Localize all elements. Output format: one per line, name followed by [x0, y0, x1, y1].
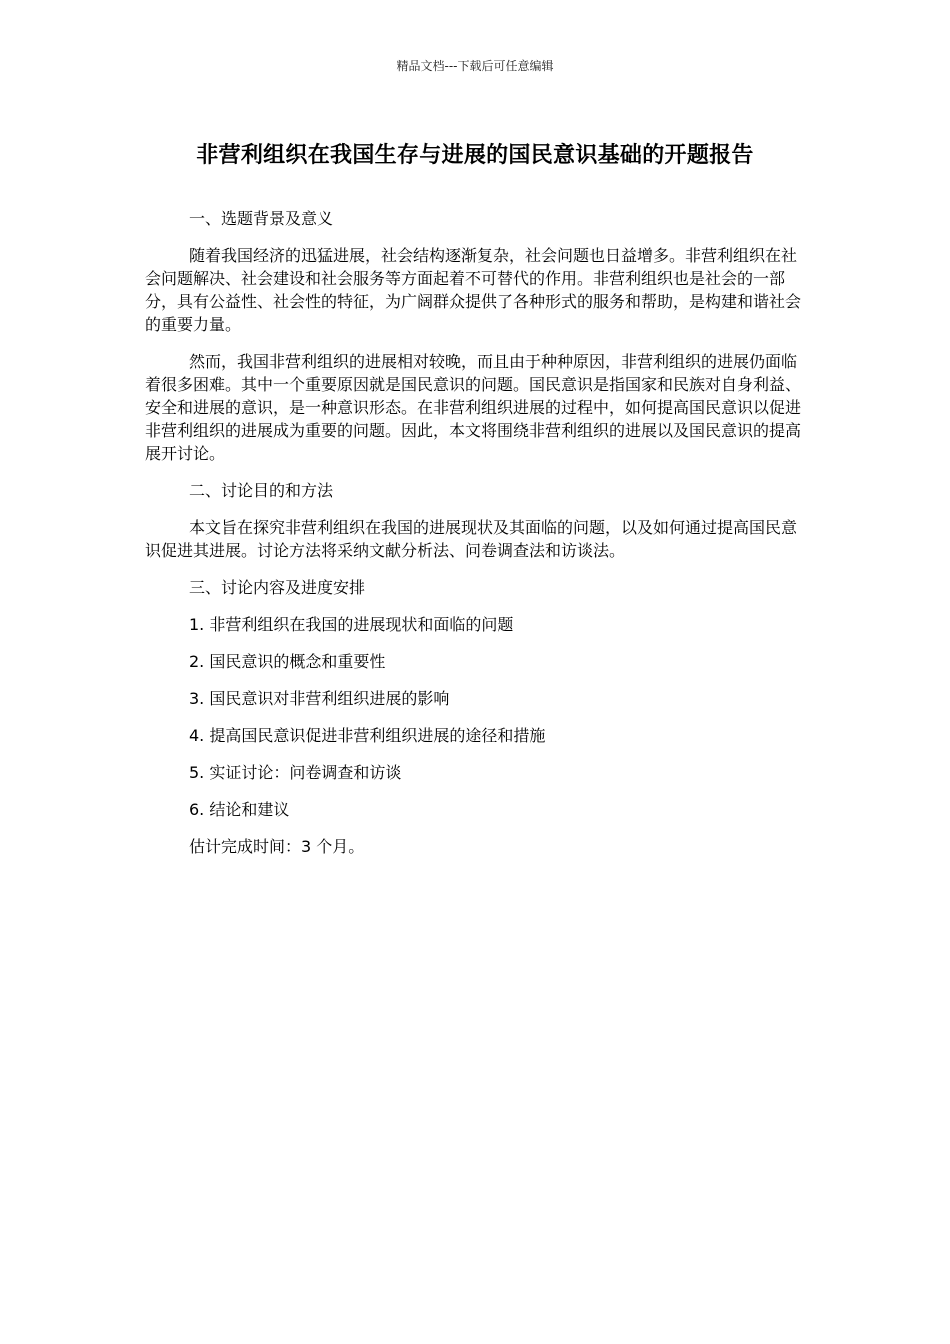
document-body: [145, 207, 805, 872]
list-item: 1. 非营利组织在我国的进展现状和面临的问题: [189, 615, 514, 634]
section-heading-2: 二、讨论目的和方法: [189, 481, 334, 500]
list-item: 6. 结论和建议: [189, 800, 290, 819]
list-item: 2. 国民意识的概念和重要性: [189, 652, 386, 671]
document-title: 非营利组织在我国生存与进展的国民意识基础的开题报告: [196, 143, 754, 168]
paragraph: 随着我国经济的迅猛进展，社会结构逐渐复杂，社会问题也日益增多。非营利组织在社会问题解决、社会建设和社会服务等方面起着不可替代的作用。非营利组织也是社会的一部分，具有公益性、社会性的特征，为广阔群众提供了各种形式的服务和帮助，是构建和谐社会的重要力量。: [145, 246, 802, 334]
section-heading-1: 一、选题背景及意义: [189, 209, 334, 228]
list-item: 3. 国民意识对非营利组织进展的影响: [189, 689, 450, 708]
list-item: 4. 提高国民意识促进非营利组织进展的途径和措施: [189, 726, 546, 745]
section-heading-3: 三、讨论内容及进度安排: [189, 578, 366, 597]
list-item: 5. 实证讨论：问卷调查和访谈: [189, 763, 402, 782]
page-header: 精品文档---下载后可任意编辑: [396, 59, 554, 73]
paragraph: 本文旨在探究非营利组织在我国的进展现状及其面临的问题，以及如何通过提高国民意识促进其进展。讨论方法将采纳文献分析法、问卷调查法和访谈法。: [145, 518, 798, 560]
completion-time: 估计完成时间：3 个月。: [189, 837, 365, 856]
paragraph: 然而，我国非营利组织的进展相对较晚，而且由于种种原因，非营利组织的进展仍面临着很多困难。其中一个重要原因就是国民意识的问题。国民意识是指国家和民族对自身利益、安全和进展的意识，是一种意识形态。在非营利组织进展的过程中，如何提高国民意识以促进非营利组织的进展成为重要的问题。因此，本文将围绕非营利组织的进展以及国民意识的提高展开讨论。: [145, 352, 802, 463]
